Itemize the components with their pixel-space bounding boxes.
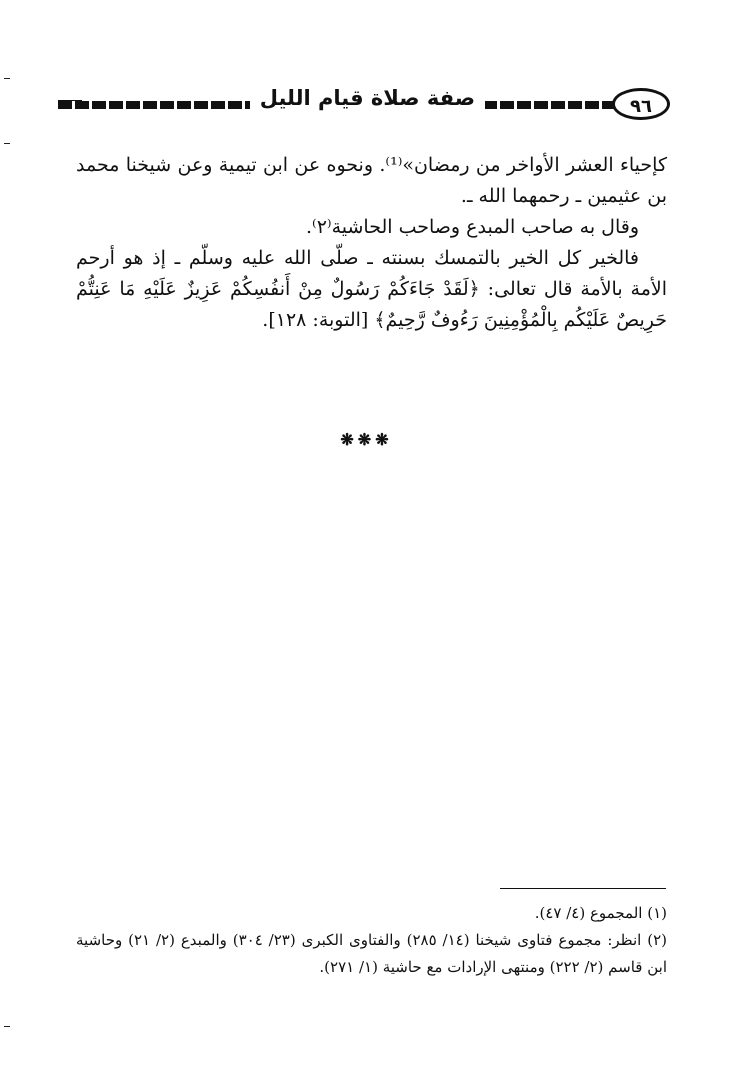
main-text bbox=[76, 150, 667, 336]
paragraph: فالخير كل الخير بالتمسك بسنته ـ صلّى الله عليه وسلّم ـ إذ هو أرحم الأمة بالأمة قال تعالى: ﴿لَقَدْ جَاءَكُمْ رَسُولٌ مِنْ أَنفُسِكُمْ عَزِيزٌ عَلَيْهِ مَا عَنِتُّمْ حَرِيصٌ عَلَيْكُم بِالْمُؤْمِنِينَ رَءُوفٌ رَّحِيمٌ﴾ [التوبة: ١٢٨]. bbox=[76, 247, 667, 331]
paragraph: كإحياء العشر الأواخر من رمضان»⁽¹⁾. ونحوه عن ابن تيمية وعن شيخنا محمد بن عثيمين ـ رحمهما الله ـ. bbox=[76, 154, 667, 207]
margin-mark bbox=[4, 1026, 10, 1027]
section-separator: ❋❋❋ bbox=[340, 430, 393, 449]
page-number: ٩٦ bbox=[612, 88, 670, 120]
footnote: (١) المجموع (٤/ ٤٧). bbox=[534, 904, 667, 922]
running-title: صفة صلاة قيام الليل bbox=[250, 86, 485, 110]
footnote: (٢) انظر: مجموع فتاوى شيخنا (١٤/ ٢٨٥) والفتاوى الكبرى (٢٣/ ٣٠٤) والمبدع (٢/ ٢١) وحاشية ابن قاسم (٢/ ٢٢٢) ومنتهى الإرادات مع حاشية (١/ ٢٧١). bbox=[76, 931, 667, 976]
paragraph: وقال به صاحب المبدع وصاحب الحاشية⁽٢⁾. bbox=[305, 216, 639, 238]
footnotes bbox=[76, 900, 667, 981]
margin-mark bbox=[4, 78, 10, 79]
page-header bbox=[58, 88, 670, 124]
margin-mark bbox=[4, 143, 10, 144]
footnote-rule bbox=[500, 888, 666, 889]
